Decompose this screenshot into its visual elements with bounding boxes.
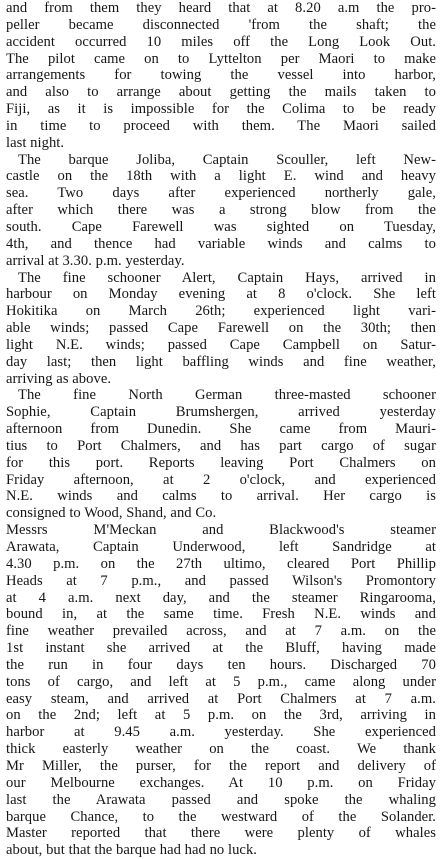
- text-line: castle on the 18th with a light E. wind and heavy: [6, 168, 436, 185]
- text-line: last night.: [6, 134, 65, 151]
- text-line: at 4 a.m. next day, and the steamer Ringarooma,: [6, 589, 436, 606]
- text-line: and also to arrange about getting the mails taken to: [6, 84, 436, 101]
- text-line: about, but that the barque had had no luck.: [6, 842, 257, 859]
- text-line: bound in, at the same time. Fresh N.E. winds and: [6, 606, 436, 623]
- text-line: Friday afternoon, at 2 o'clock, and experienced: [6, 471, 436, 488]
- text-line: arrival at 3.30. p.m. yesterday.: [6, 252, 185, 269]
- text-line: tius to Port Chalmers, and has part cargo of sugar: [6, 437, 436, 454]
- text-line: N.E. winds and calms to arrival. Her cargo is: [6, 488, 436, 505]
- text-line: easy steam, and arrived at Port Chalmers at 7 a.m.: [6, 690, 436, 707]
- text-line: Arawata, Captain Underwood, left Sandridge at: [6, 539, 436, 555]
- text-line: The barque Joliba, Captain Scouller, left New-: [18, 151, 436, 168]
- text-line: arrangements for towing the vessel into harbor,: [6, 67, 436, 84]
- text-line: The fine North German three-masted schooner: [18, 387, 436, 404]
- text-line: and from them they heard that at 8.20 a.m the pro-: [6, 0, 436, 16]
- text-line: The pilot came on to Lyttelton per Maori to make: [6, 50, 436, 67]
- text-line: the run in four days ten hours. Discharged 70: [6, 656, 436, 673]
- paragraph-alert: [6, 270, 436, 388]
- paragraph-colima-report: [6, 0, 436, 152]
- text-line: afternoon from Dunedin. She came from Mauri-: [6, 421, 436, 438]
- text-line: Messrs M'Meckan and Blackwood's steamer: [6, 522, 436, 539]
- paragraph-joliba: [6, 152, 436, 270]
- text-line: thick easterly weather on the coast. We thank: [6, 741, 436, 758]
- text-line: The fine schooner Alert, Captain Hays, arrived in: [18, 269, 436, 286]
- text-line: for this port. Reports leaving Port Chalmers on: [6, 454, 436, 471]
- paragraph-arawata: [6, 522, 436, 859]
- text-line: harbour on Monday evening at 8 o'clock. She left: [6, 286, 436, 303]
- text-line: Hokitika on March 26th; experienced light vari-: [6, 303, 436, 320]
- text-line: our Melbourne exchanges. At 10 p.m. on Friday: [6, 774, 436, 791]
- text-line: 1st instant she arrived at the Bluff, having made: [6, 640, 436, 657]
- text-line: in time to proceed with them. The Maori sailed: [6, 117, 436, 134]
- text-line: sea. Two days after experienced northerly gale,: [6, 185, 436, 202]
- text-line: Master reported that there were plenty of whales: [6, 825, 436, 842]
- text-line: consigned to Wood, Shand, and Co.: [6, 505, 217, 522]
- text-line: 4th, and thence had variable winds and calms to: [6, 235, 436, 252]
- text-line: after which there was a strong blow from the: [6, 202, 436, 219]
- text-line: harbor at 9.45 a.m. yesterday. She experienced: [6, 724, 436, 741]
- text-line: Sophie, Captain Brumshergen, arrived yesterday: [6, 404, 436, 421]
- text-line: Fiji, as it is impossible for the Colima to be ready: [6, 101, 436, 118]
- text-line: 4.30 p.m. on the 27th ultimo, cleared Port Phillip: [6, 555, 436, 572]
- text-line: Mr Miller, the purser, for the report and delivery of: [6, 757, 436, 774]
- text-line: peller became disconnected 'from the shaft; the: [6, 16, 436, 33]
- paragraph-sophie: [6, 387, 436, 522]
- text-line: accident occurred 10 miles off the Long Look Out.: [6, 33, 436, 50]
- text-line: south. Cape Farewell was sighted on Tuesday,: [6, 218, 436, 235]
- text-line: able winds; passed Cape Farewell on the 30th; then: [6, 320, 436, 337]
- text-line: barque Chance, to the westward of the Solander.: [6, 808, 436, 825]
- text-line: light N.E. winds; passed Cape Campbell on Satur-: [6, 336, 436, 353]
- text-line: tons of cargo, and left at 5 p.m., came along under: [6, 673, 436, 690]
- text-line: fine weather prevailed across, and at 7 a.m. on the: [6, 623, 436, 640]
- text-line: day last; then light baffling winds and fine weather,: [6, 353, 436, 370]
- text-line: last the Arawata passed and spoke the whaling: [6, 791, 436, 808]
- text-line: on the 2nd; left at 5 p.m. on the 3rd, arriving in: [6, 707, 436, 724]
- text-line: Heads at 7 p.m., and passed Wilson's Promontory: [6, 572, 436, 589]
- text-line: arriving as above.: [6, 370, 112, 387]
